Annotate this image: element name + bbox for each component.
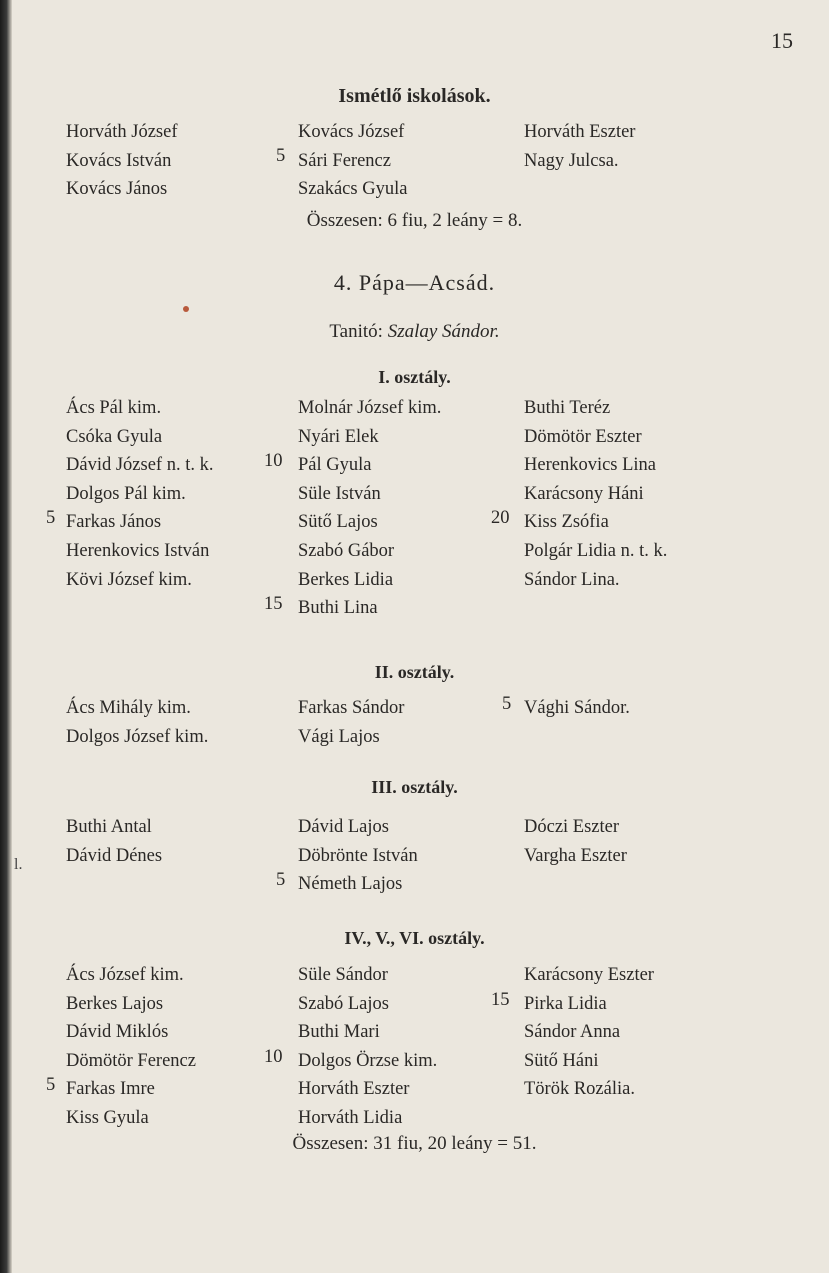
class-1-col-1 (66, 394, 213, 594)
name-entry: Kovács József (298, 122, 405, 142)
class-3-col-2 (298, 813, 418, 899)
class-1-col-2 (298, 394, 441, 623)
row-number: 20 (491, 508, 510, 528)
name-entry: Ács Mihály kim. (66, 698, 191, 718)
name-entry: Kiss Zsófia (524, 512, 609, 533)
name-entry: Karácsony Eszter (524, 965, 654, 985)
name-entry: Nagy Julcsa. (524, 150, 619, 171)
name-entry: Pál Gyula (298, 455, 372, 476)
row-number: 5 (46, 1075, 56, 1095)
name-entry: Sütő Lajos (298, 512, 378, 533)
teacher-label: Tanitó: (329, 321, 383, 342)
name-entry: Horváth Eszter (298, 1079, 410, 1100)
name-entry: Dolgos József kim. (66, 726, 209, 747)
name-entry: Horváth József (66, 122, 178, 142)
name-entry: Berkes Lidia (298, 569, 394, 590)
class-2-col-1 (66, 694, 208, 751)
name-entry: Szabó Lajos (298, 993, 389, 1014)
name-entry: Sütő Háni (524, 1050, 599, 1071)
name-entry: Dávid József n. t. k. (66, 455, 214, 476)
name-entry: Török Rozália. (524, 1079, 635, 1100)
name-entry: Dolgos Örzse kim. (298, 1050, 438, 1071)
class-1-heading: I. osztály. (378, 367, 451, 387)
class-456-heading: IV., V., VI. osztály. (344, 928, 485, 948)
name-entry: Németh Lajos (298, 874, 403, 895)
name-entry: Kövi József kim. (66, 569, 192, 590)
row-number: 15 (491, 990, 510, 1010)
name-entry: Horváth Lidia (298, 1107, 403, 1128)
ink-dot (183, 306, 189, 312)
name-entry: Buthi Mari (298, 1022, 380, 1043)
name-entry: Ács József kim. (66, 965, 184, 985)
name-entry: Farkas Imre (66, 1079, 155, 1100)
name-entry: Dömötör Ferencz (66, 1050, 196, 1071)
ismetlo-col-2 (298, 118, 407, 204)
name-entry: Buthi Teréz (524, 398, 611, 418)
book-spine-shadow (0, 0, 12, 1273)
name-entry: Horváth Eszter (524, 122, 636, 142)
name-entry: Süle Sándor (298, 965, 388, 985)
name-entry: Sándor Lina. (524, 569, 620, 590)
name-entry: Buthi Antal (66, 817, 152, 837)
ismetlo-heading: Ismétlő iskolások. (338, 85, 491, 107)
row-number: 10 (264, 1047, 283, 1067)
ismetlo-col-3 (524, 118, 635, 175)
class-456-col-1 (66, 961, 196, 1133)
class-1-col-3 (524, 394, 667, 594)
name-entry: Kovács István (66, 150, 172, 171)
class-456-col-3 (524, 961, 654, 1104)
name-entry: Dávid Dénes (66, 845, 163, 866)
name-entry: Süle István (298, 483, 381, 504)
name-entry: Csóka Gyula (66, 426, 163, 447)
name-entry: Herenkovics Lina (524, 455, 657, 476)
class-3-heading: III. osztály. (371, 777, 458, 797)
name-entry: Dömötör Eszter (524, 426, 642, 447)
name-entry: Dóczi Eszter (524, 817, 620, 837)
name-entry: Dávid Lajos (298, 817, 389, 837)
name-entry: Szakács Gyula (298, 179, 408, 200)
row-number: 5 (276, 870, 286, 890)
grand-total: Összesen: 31 fiu, 20 leány = 51. (292, 1133, 537, 1154)
row-number: 5 (46, 508, 56, 528)
name-entry: Polgár Lidia n. t. k. (524, 540, 668, 561)
name-entry: Vághi Sándor. (524, 698, 630, 718)
section-title: 4. Pápa—Acsád. (333, 270, 496, 295)
class-3-col-1 (66, 813, 162, 870)
name-entry: Buthi Lina (298, 598, 378, 619)
name-entry: Karácsony Háni (524, 483, 644, 504)
name-entry: Pirka Lidia (524, 993, 607, 1014)
name-entry: Döbrönte István (298, 845, 418, 866)
name-entry: Ács Pál kim. (66, 398, 162, 418)
teacher-line (0, 321, 829, 343)
ismetlo-col-1 (66, 118, 177, 204)
class-2-col-3 (524, 694, 630, 723)
name-entry: Herenkovics István (66, 540, 210, 561)
row-number: 5 (276, 146, 286, 166)
name-entry: Vági Lajos (298, 726, 380, 747)
name-entry: Dávid Miklós (66, 1022, 169, 1043)
name-entry: Molnár József kim. (298, 398, 442, 418)
row-number: 15 (264, 594, 283, 614)
class-456-col-2 (298, 961, 437, 1133)
class-2-heading: II. osztály. (374, 662, 455, 682)
name-entry: Vargha Eszter (524, 845, 627, 866)
name-entry: Szabó Gábor (298, 540, 395, 561)
name-entry: Kovács János (66, 179, 168, 200)
teacher-name: Szalay Sándor. (387, 321, 500, 342)
name-entry: Kiss Gyula (66, 1107, 149, 1128)
class-2-col-2 (298, 694, 404, 751)
name-entry: Berkes Lajos (66, 993, 164, 1014)
row-number: 5 (502, 694, 512, 714)
name-entry: Nyári Elek (298, 426, 379, 447)
name-entry: Farkas Sándor (298, 698, 405, 718)
margin-mark: l. (14, 856, 23, 873)
name-entry: Sári Ferencz (298, 150, 391, 171)
class-3-col-3 (524, 813, 627, 870)
page-number: 15 (771, 28, 793, 53)
name-entry: Sándor Anna (524, 1022, 621, 1043)
row-number: 10 (264, 451, 283, 471)
name-entry: Dolgos Pál kim. (66, 483, 186, 504)
name-entry: Farkas János (66, 512, 162, 533)
ismetlo-total: Összesen: 6 fiu, 2 leány = 8. (306, 210, 523, 231)
